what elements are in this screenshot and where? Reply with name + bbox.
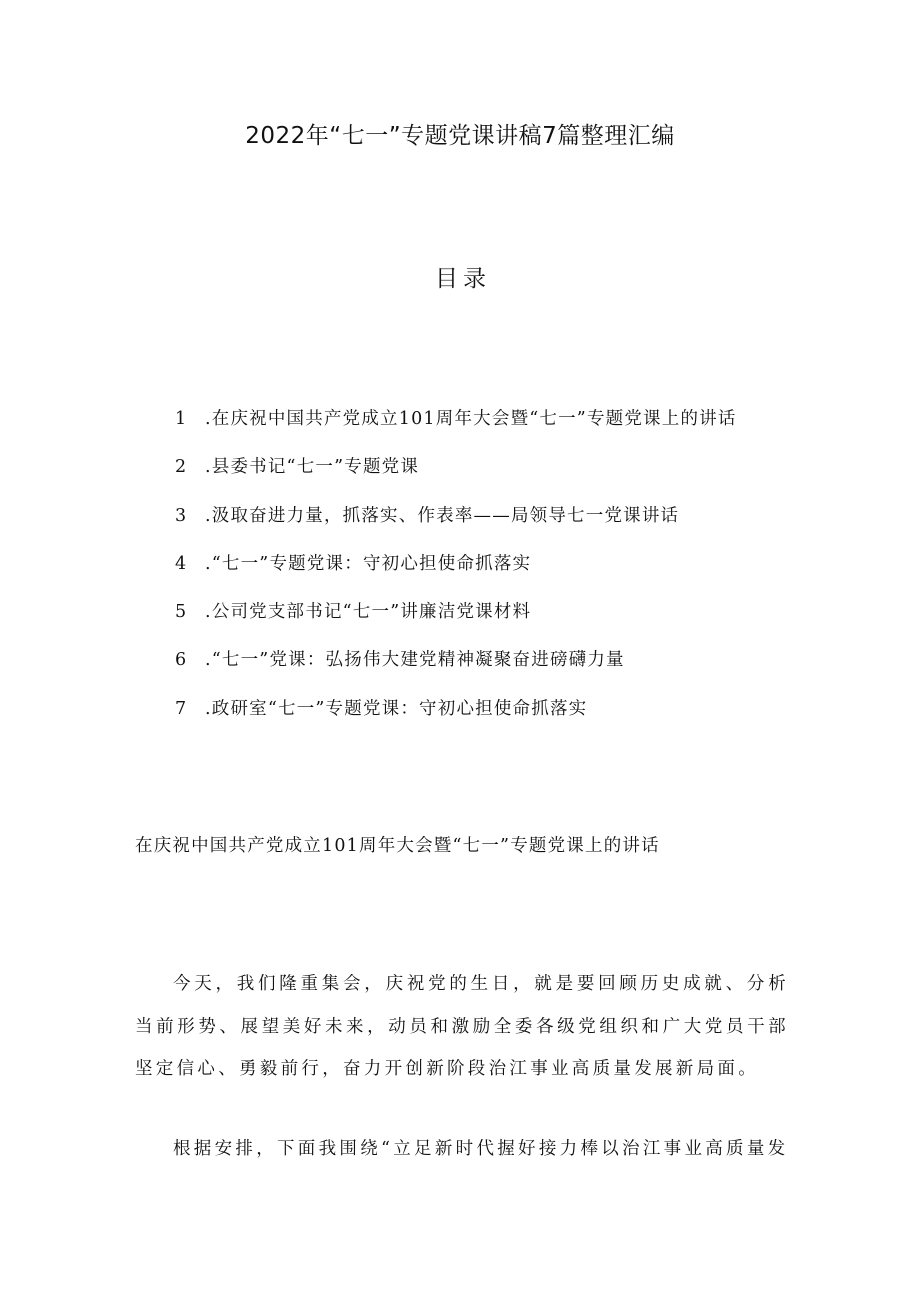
toc-item-number: 4 (175, 553, 188, 574)
toc-item-label: .“七一”专题党课：守初心担使命抓落实 (205, 553, 532, 574)
toc-item (175, 596, 895, 644)
toc-item-label: .在庆祝中国共产党成立101周年大会暨“七一”专题党课上的讲话 (205, 409, 737, 429)
toc-item-label: .政研室“七一”专题党课：守初心担使命抓落实 (205, 698, 588, 719)
section-title: 在庆祝中国共产党成立101周年大会暨“七一”专题党课上的讲话 (135, 836, 660, 856)
table-of-contents (175, 403, 895, 741)
toc-item-number: 3 (175, 505, 188, 526)
toc-item (175, 693, 895, 741)
toc-item (175, 644, 895, 692)
toc-heading: 目录 (435, 266, 491, 292)
toc-item-number: 1 (175, 409, 188, 429)
toc-item-label: .县委书记“七一”专题党课 (205, 457, 420, 478)
toc-item (175, 548, 895, 596)
toc-item (175, 451, 895, 499)
toc-item-number: 7 (175, 698, 188, 719)
toc-item-number: 2 (175, 457, 188, 478)
body-paragraph: 今天，我们隆重集会，庆祝党的生日，就是要回顾历史成就、分析当前形势、展望美好未来，动员和激励全委各级党组织和广大党员干部坚定信心、勇毅前行，奋力开创新阶段治江事业高质量发展新局面。 (135, 974, 789, 1079)
toc-item-number: 5 (175, 602, 188, 623)
body-paragraph: 根据安排，下面我围绕“立足新时代握好接力棒以治江事业高质量发 (173, 1139, 789, 1159)
toc-item (175, 500, 895, 548)
toc-item-label: .汲取奋进力量，抓落实、作表率——局领导七一党课讲话 (205, 505, 680, 526)
document-title: 2022年“七一”专题党课讲稿7篇整理汇编 (245, 123, 675, 149)
toc-item (175, 403, 895, 451)
toc-item-label: .公司党支部书记“七一”讲廉洁党课材料 (205, 602, 532, 623)
toc-item-label: .“七一”党课：弘扬伟大建党精神凝聚奋进磅礴力量 (205, 650, 625, 671)
toc-item-number: 6 (175, 650, 188, 671)
